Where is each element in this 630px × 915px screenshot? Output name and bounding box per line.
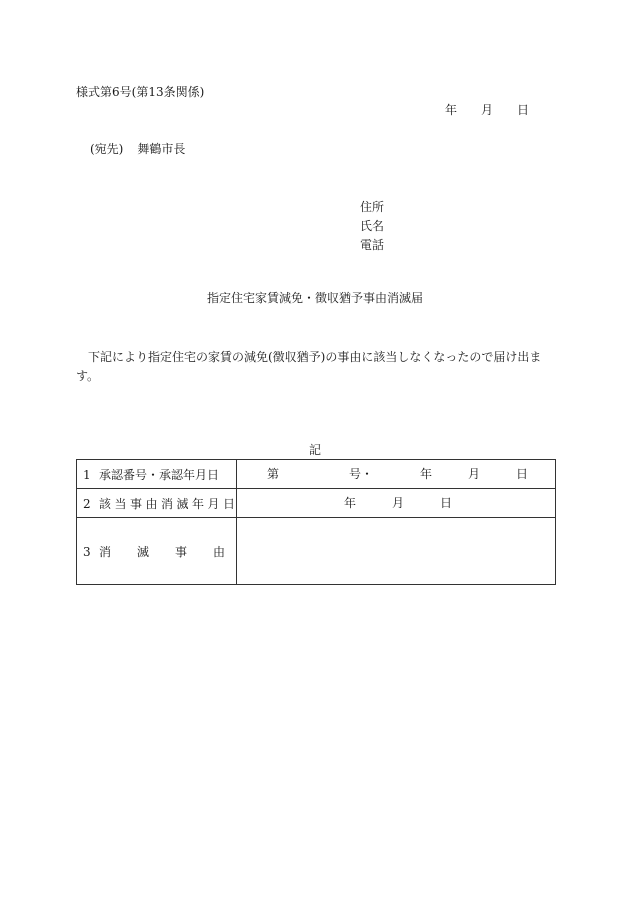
addressee-prefix: (宛先) xyxy=(90,142,124,156)
year-label: 年 xyxy=(420,467,433,481)
ki-heading: 記 xyxy=(308,443,321,457)
date-day: 日 xyxy=(517,103,530,117)
name-label: 氏名 xyxy=(360,219,385,233)
extinction-date-cell xyxy=(237,489,556,518)
table-row xyxy=(77,460,556,489)
addressee xyxy=(90,143,185,155)
reason-value-cell[interactable] xyxy=(237,518,556,585)
go-label: 号・ xyxy=(349,467,374,481)
table-row xyxy=(77,518,556,585)
body-text: 下記により指定住宅の家賃の減免(徴収猶予)の事由に該当しなくなったので届け出ます。 xyxy=(76,350,542,383)
year-label: 年 xyxy=(344,496,357,510)
form-number: 様式第6号(第13条関係) xyxy=(76,85,205,99)
month-label: 月 xyxy=(468,467,481,481)
date-year: 年 xyxy=(445,103,458,117)
table-row xyxy=(77,489,556,518)
row-label xyxy=(77,460,237,489)
day-label: 日 xyxy=(440,496,453,510)
dai-label: 第 xyxy=(267,467,280,481)
row-label xyxy=(77,489,237,518)
row-label xyxy=(77,518,237,585)
applicant-block xyxy=(360,198,384,255)
date-month: 月 xyxy=(481,103,494,117)
day-label: 日 xyxy=(516,467,529,481)
row-label-text: 承認番号・承認年月日 xyxy=(99,467,220,482)
row-number: 2 xyxy=(83,496,91,511)
address-label: 住所 xyxy=(360,200,385,214)
phone-label: 電話 xyxy=(360,238,385,252)
detail-table xyxy=(76,459,556,585)
approval-value-cell xyxy=(237,460,556,489)
row-label-text: 該当事由消滅年月日 xyxy=(99,496,239,511)
month-label: 月 xyxy=(392,496,405,510)
row-label-text: 消 滅 事 由 xyxy=(99,544,226,559)
date-line xyxy=(445,104,529,116)
row-number: 1 xyxy=(83,467,91,482)
document-title: 指定住宅家賃減免・徴収猶予事由消滅届 xyxy=(206,291,423,305)
addressee-name: 舞鶴市長 xyxy=(137,142,186,156)
row-number: 3 xyxy=(83,544,91,559)
